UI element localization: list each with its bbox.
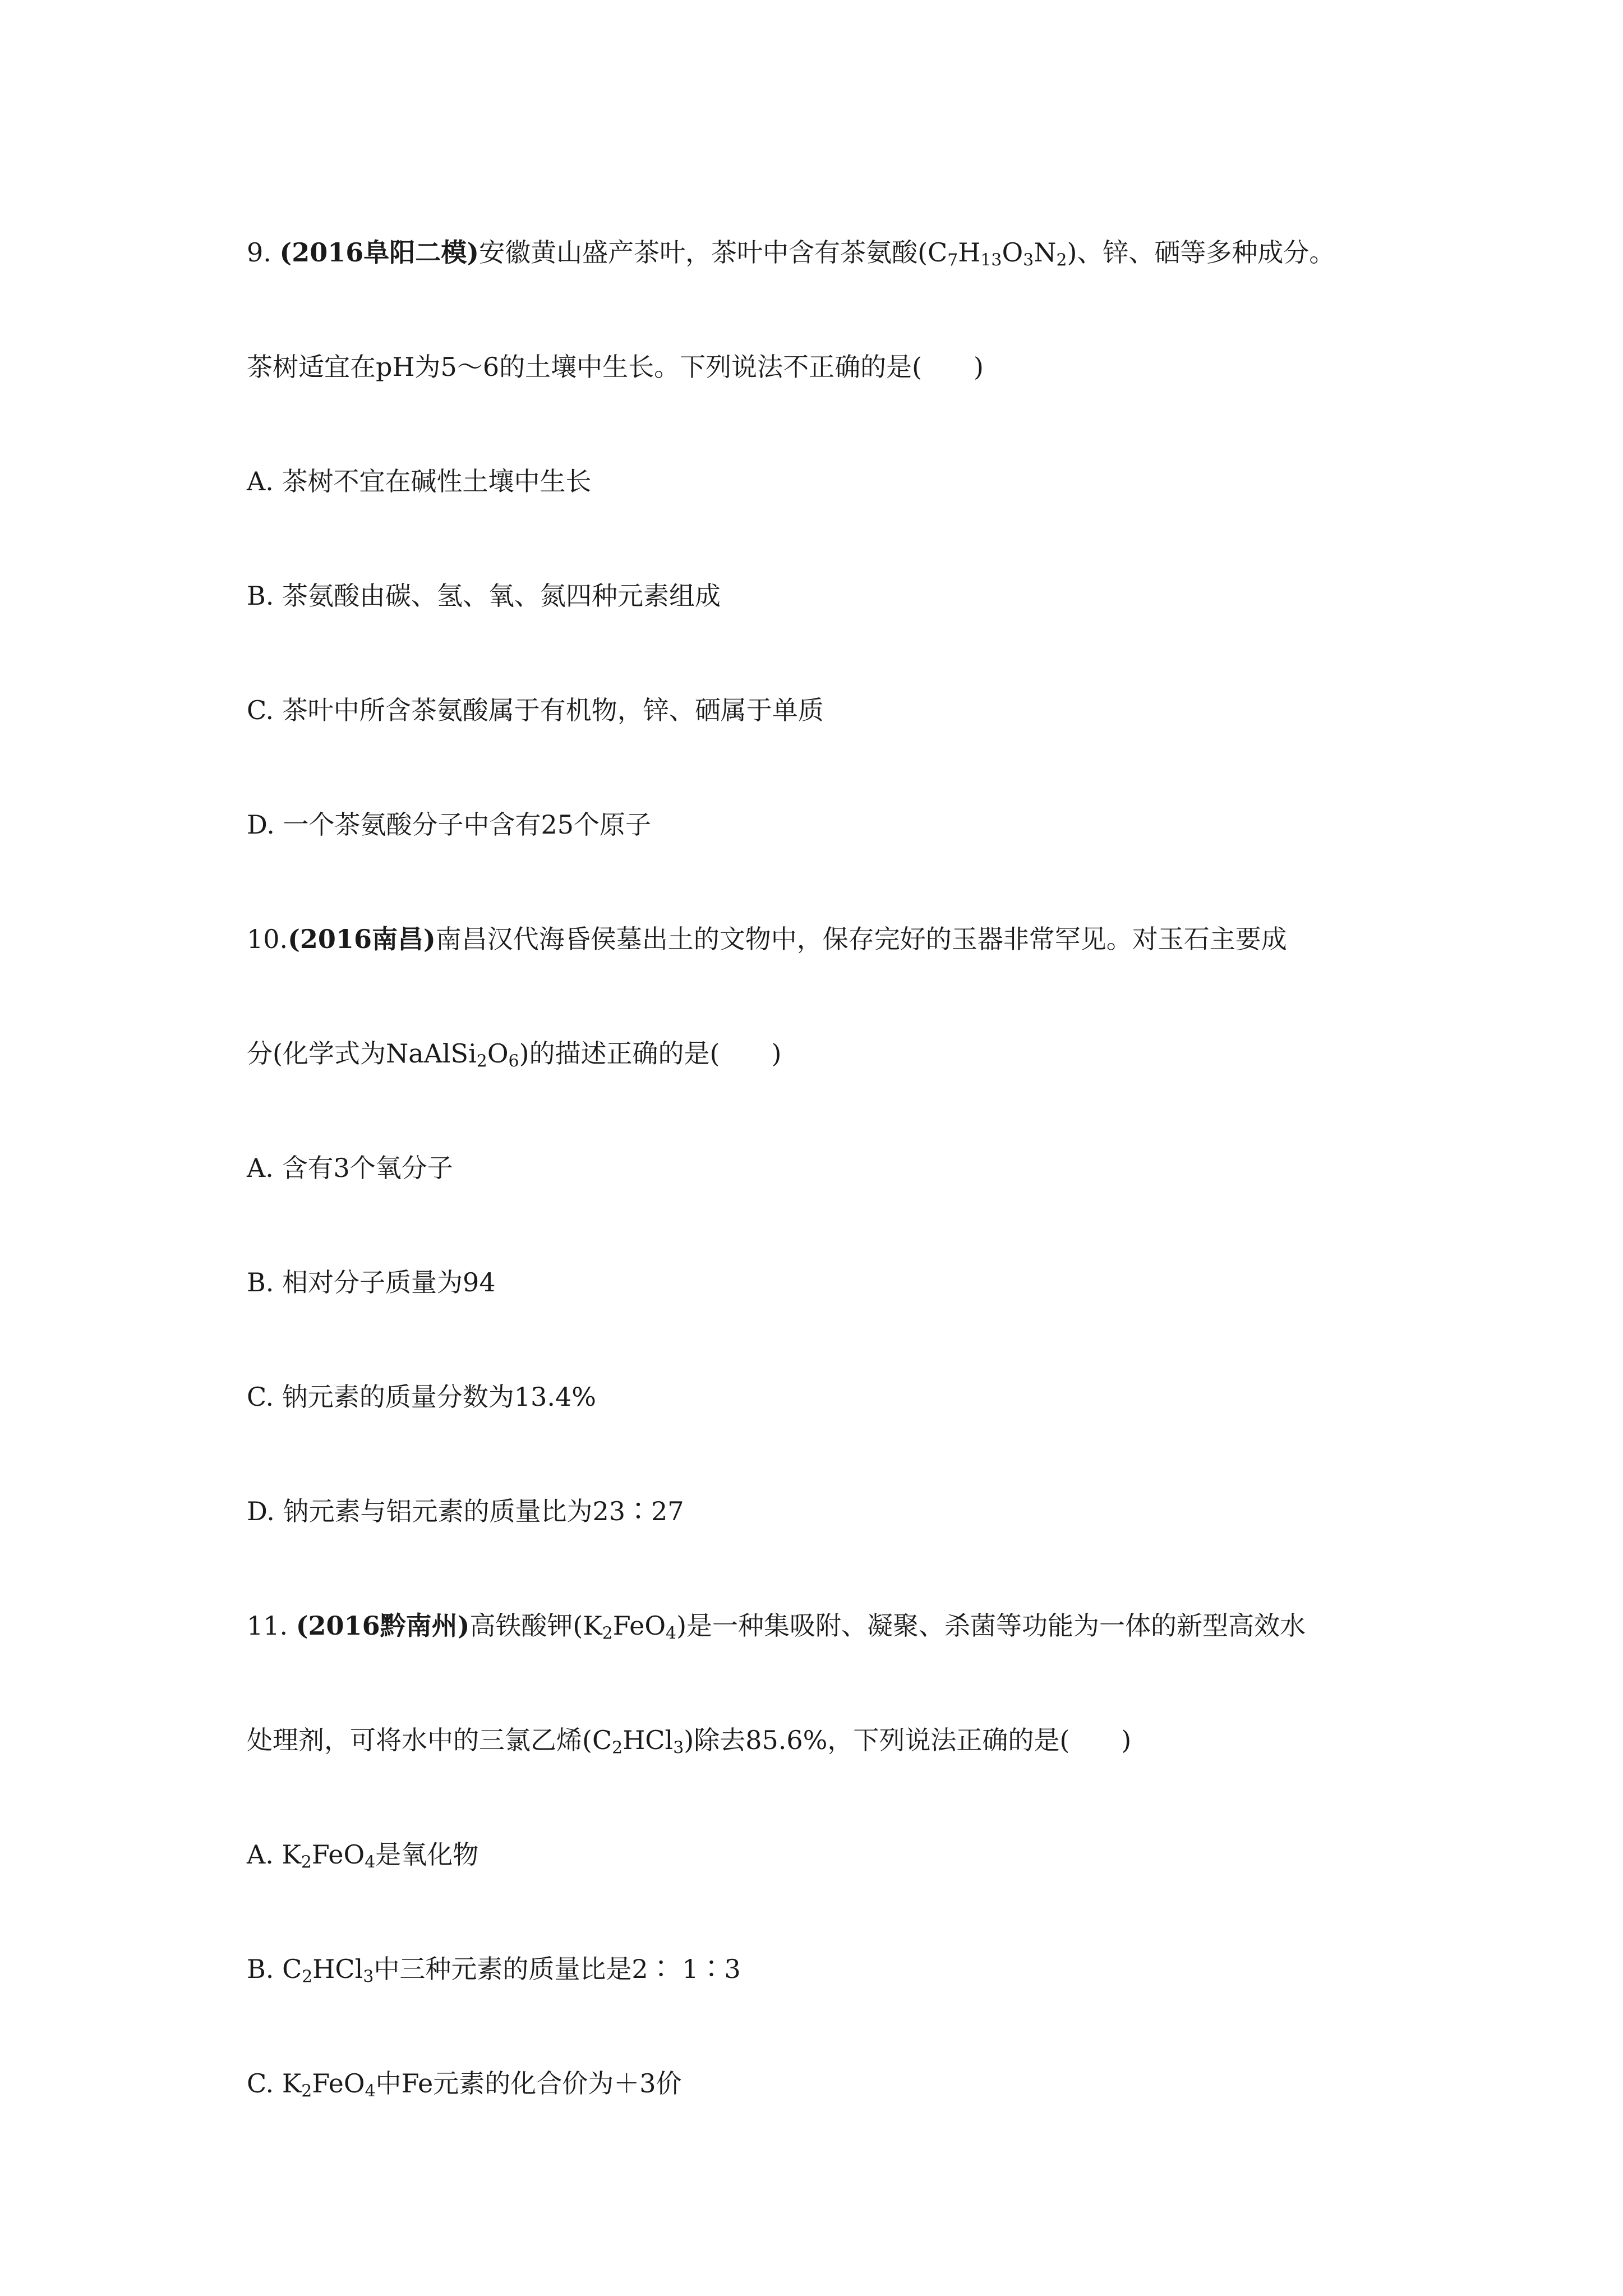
formula-text: K bbox=[583, 1611, 602, 1641]
q9-number: 9. bbox=[247, 237, 280, 268]
formula-text: O bbox=[1002, 237, 1023, 268]
formula-subscript: 2 bbox=[602, 1623, 613, 1644]
q10-option-b: B. 相对分子质量为94 bbox=[247, 1267, 496, 1297]
q10-source: (2016南昌) bbox=[288, 924, 436, 954]
formula-text: NaAlSi bbox=[385, 1038, 477, 1069]
formula-subscript: 4 bbox=[666, 1623, 677, 1644]
formula-subscript: 6 bbox=[508, 1051, 519, 1071]
q11-number: 11. bbox=[247, 1611, 296, 1641]
q11-option-b-prefix: B. bbox=[247, 1954, 283, 1984]
formula-subscript: 2 bbox=[301, 2081, 312, 2101]
formula-text: O bbox=[487, 1038, 509, 1069]
q9-formula bbox=[928, 237, 1067, 268]
formula-text: FeO bbox=[311, 1839, 365, 1870]
q11-text2: )是一种集吸附、凝聚、杀菌等功能为一体的新型高效水 bbox=[676, 1611, 1306, 1641]
q10-line2b: )的描述正确的是( ) bbox=[519, 1038, 782, 1069]
q9-source: (2016阜阳二模) bbox=[279, 237, 479, 268]
q11-option-a-formula bbox=[282, 1839, 375, 1870]
q10-option-a: A. 含有3个氧分子 bbox=[247, 1153, 453, 1183]
q11-option-b-formula bbox=[282, 1954, 374, 1987]
q9-option-a: A. 茶树不宜在碱性土壤中生长 bbox=[247, 466, 592, 496]
formula-subscript: 2 bbox=[301, 1852, 312, 1872]
q11-line2a: 处理剂，可将水中的三氯乙烯( bbox=[247, 1725, 592, 1755]
formula-text: N bbox=[1034, 237, 1057, 268]
q11-line2b: )除去85.6%，下列说法正确的是( ) bbox=[684, 1725, 1132, 1755]
formula-text: K bbox=[282, 2068, 302, 2099]
q11-text1: 高铁酸钾( bbox=[469, 1611, 583, 1641]
q11-option-a-text: 是氧化物 bbox=[375, 1839, 479, 1870]
formula-subscript: 3 bbox=[363, 1967, 374, 1987]
q11-formula-c2hcl3 bbox=[592, 1725, 684, 1758]
q11-stem-line1 bbox=[247, 1609, 1306, 1642]
q11-option-a bbox=[247, 1838, 478, 1871]
q11-option-c-formula bbox=[282, 2068, 376, 2099]
q10-number: 10. bbox=[247, 924, 288, 954]
q9-option-d: D. 一个茶氨酸分子中含有25个原子 bbox=[247, 809, 652, 840]
q11-option-c-prefix: C. bbox=[247, 2068, 282, 2099]
formula-text: HCl bbox=[623, 1725, 674, 1755]
q10-line2a: 分(化学式为 bbox=[247, 1038, 386, 1069]
formula-text: K bbox=[282, 1839, 301, 1870]
q11-source: (2016黔南州) bbox=[296, 1611, 470, 1641]
q9-text1: 安徽黄山盛产茶叶，茶叶中含有茶氨酸( bbox=[479, 237, 928, 268]
formula-subscript: 13 bbox=[980, 250, 1002, 270]
formula-text: FeO bbox=[312, 2068, 365, 2099]
q11-stem-line2 bbox=[247, 1723, 1131, 1757]
q11-option-a-prefix: A. bbox=[247, 1839, 282, 1870]
formula-text: H bbox=[958, 237, 981, 268]
q10-text1: 南昌汉代海昏侯墓出土的文物中，保存完好的玉器非常罕见。对玉石主要成 bbox=[435, 924, 1287, 954]
q9-option-c: C. 茶叶中所含茶氨酸属于有机物，锌、硒属于单质 bbox=[247, 695, 824, 725]
formula-text: FeO bbox=[612, 1611, 666, 1641]
formula-subscript: 2 bbox=[302, 1967, 313, 1987]
formula-subscript: 2 bbox=[1056, 250, 1067, 270]
formula-text: C bbox=[282, 1954, 302, 1984]
formula-text: C bbox=[928, 237, 948, 268]
q10-stem-line1 bbox=[247, 922, 1287, 956]
q11-option-b-text: 中三种元素的质量比是2∶ 1∶3 bbox=[374, 1954, 741, 1984]
formula-text: HCl bbox=[312, 1954, 363, 1984]
q9-option-b: B. 茶氨酸由碳、氢、氧、氮四种元素组成 bbox=[247, 581, 721, 611]
q9-text2: )、锌、硒等多种成分。 bbox=[1067, 237, 1335, 268]
formula-subscript: 3 bbox=[673, 1738, 684, 1758]
q9-stem-line2: 茶树适宜在pH为5～6的土壤中生长。下列说法不正确的是( ) bbox=[247, 352, 984, 382]
q9-stem-line1 bbox=[247, 236, 1335, 269]
formula-text: C bbox=[592, 1725, 612, 1755]
q11-option-c bbox=[247, 2067, 681, 2100]
q10-formula bbox=[386, 1038, 519, 1069]
q10-option-d: D. 钠元素与铝元素的质量比为23∶27 bbox=[247, 1496, 684, 1526]
formula-subscript: 4 bbox=[365, 1852, 376, 1872]
q10-stem-line2 bbox=[247, 1037, 781, 1070]
q10-option-c: C. 钠元素的质量分数为13.4% bbox=[247, 1382, 596, 1412]
q11-formula-k2feo4 bbox=[583, 1611, 677, 1644]
q11-option-c-text: 中Fe元素的化合价为＋3价 bbox=[375, 2068, 682, 2099]
formula-subscript: 2 bbox=[612, 1738, 623, 1758]
formula-subscript: 7 bbox=[947, 250, 958, 270]
formula-subscript: 4 bbox=[365, 2081, 376, 2101]
q11-option-b bbox=[247, 1952, 741, 1986]
formula-subscript: 3 bbox=[1023, 250, 1034, 270]
formula-subscript: 2 bbox=[476, 1051, 487, 1071]
